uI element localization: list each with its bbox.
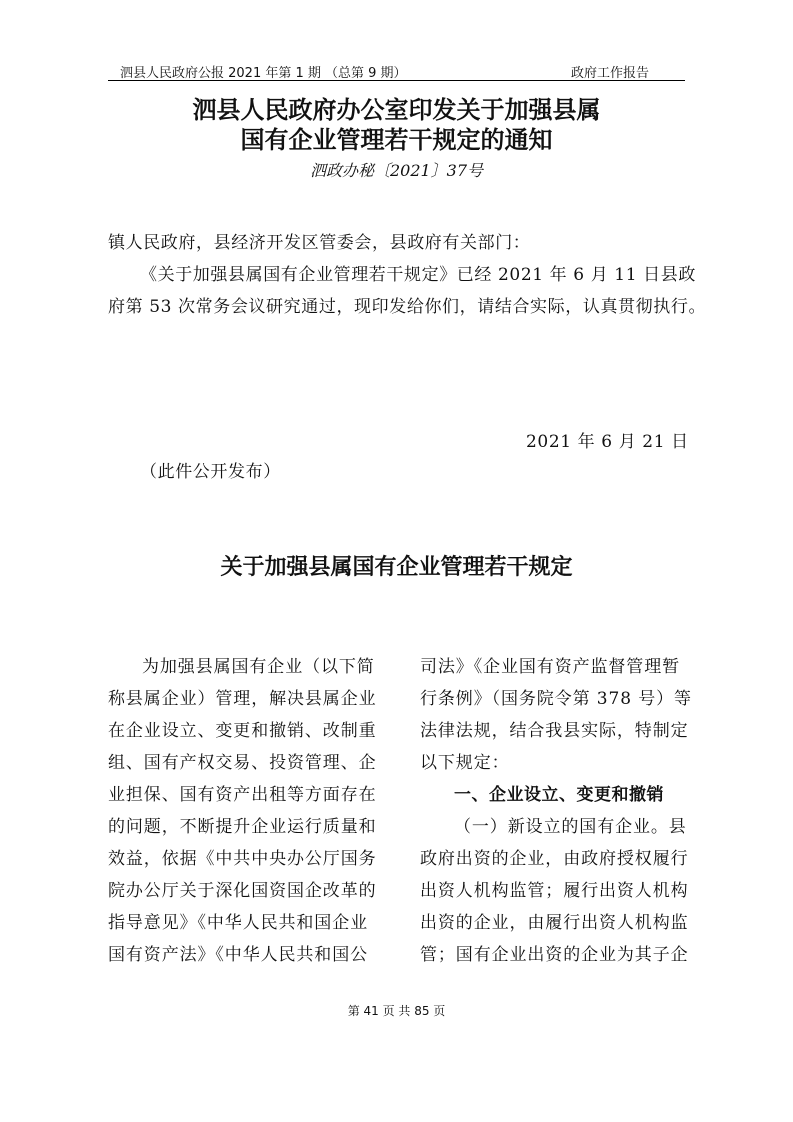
text-line: （一）新设立的国有企业。县 bbox=[454, 817, 687, 837]
text-line: 法律法规，结合我县实际，特制定 bbox=[420, 721, 689, 741]
text-line: 出资人机构监管；履行出资人机构 bbox=[420, 881, 689, 901]
notice-title-line-1: 泗县人民政府办公室印发关于加强县属 bbox=[192, 95, 601, 124]
issue-date: 2021 年 6 月 21 日 bbox=[526, 432, 689, 452]
text-line: 以下规定： bbox=[420, 753, 510, 773]
text-line: 院办公厅关于深化国资国企改革的 bbox=[108, 881, 377, 901]
notice-title-line-2: 国有企业管理若干规定的通知 bbox=[240, 125, 553, 154]
regulation-left-column bbox=[108, 651, 382, 971]
text-line: 为加强县属国有企业（以下简 bbox=[142, 657, 375, 677]
text-line: 政府出资的企业，由政府授权履行 bbox=[420, 849, 689, 869]
publication-note: （此件公开发布） bbox=[140, 462, 281, 482]
regulation-right-column bbox=[420, 651, 694, 971]
text-line: 组、国有产权交易、投资管理、企 bbox=[108, 753, 377, 773]
page-header bbox=[108, 60, 685, 81]
text-line: 国有资产法》《中华人民共和国公 bbox=[108, 945, 368, 965]
section-heading: 一、企业设立、变更和撤销 bbox=[454, 785, 664, 805]
section-name: 政府工作报告 bbox=[570, 66, 649, 81]
text-line: 的问题，不断提升企业运行质量和 bbox=[108, 817, 377, 837]
regulation-title: 关于加强县属国有企业管理若干规定 bbox=[220, 554, 573, 580]
text-line: 效益，依据《中共中央办公厅国务 bbox=[108, 849, 377, 869]
page-number: 第 41 页 共 85 页 bbox=[347, 1004, 446, 1018]
text-line: 在企业设立、变更和撤销、改制重 bbox=[108, 721, 377, 741]
addressee: 镇人民政府，县经济开发区管委会，县政府有关部门： bbox=[108, 233, 531, 253]
notice-body-line-2: 府第 53 次常务会议研究通过，现印发给你们，请结合实际，认真贯彻执行。 bbox=[108, 297, 707, 317]
text-line: 出资的企业，由履行出资人机构监 bbox=[420, 913, 689, 933]
text-line: 司法》《企业国有资产监督管理暂 bbox=[420, 657, 680, 677]
gazette-issue: 泗县人民政府公报 2021 年第 1 期 （总第 9 期） bbox=[120, 66, 407, 81]
text-line: 管；国有企业出资的企业为其子企 bbox=[420, 945, 689, 965]
text-line: 行条例》（国务院令第 378 号）等 bbox=[420, 689, 692, 709]
text-line: 指导意见》《中华人民共和国企业 bbox=[108, 913, 368, 933]
text-line: 称县属企业）管理，解决县属企业 bbox=[108, 689, 377, 709]
text-line: 业担保、国有资产出租等方面存在 bbox=[108, 785, 377, 805]
notice-body-line-1: 《关于加强县属国有企业管理若干规定》已经 2021 年 6 月 11 日县政 bbox=[140, 265, 696, 285]
document-number: 泗政办秘〔2021〕37号 bbox=[309, 161, 484, 180]
